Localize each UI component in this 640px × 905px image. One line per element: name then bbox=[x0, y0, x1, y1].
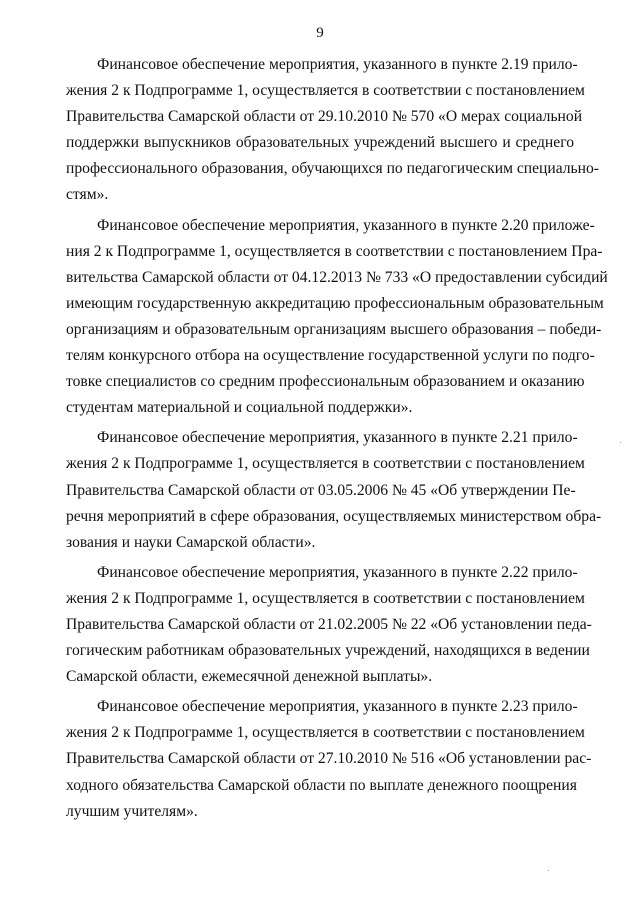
text-line: речня мероприятий в сфере образования, осуществляемых министерством обра- bbox=[66, 507, 602, 525]
text-line: профессионального образования, обучающихся по педагогическим специально- bbox=[66, 160, 599, 178]
paragraph-2-20 bbox=[66, 213, 608, 422]
scan-speck bbox=[620, 442, 621, 443]
text-line: Самарской области, ежемесячной денежной выплаты». bbox=[66, 668, 433, 686]
text-line: поддержки выпускников образовательных учреждений высшего и среднего bbox=[66, 134, 574, 152]
paragraph-2-21 bbox=[66, 425, 602, 555]
text-line: Правительства Самарской области от 03.05.2006 № 45 «Об утверждении Пе- bbox=[66, 481, 576, 499]
text-line: лучшим учителям». bbox=[66, 802, 198, 820]
text-line: ния 2 к Подпрограмме 1, осуществляется в соответствии с постановлением Пра- bbox=[66, 242, 603, 260]
text-line: вительства Самарской области от 04.12.2013 № 733 «О предоставлении субсидий bbox=[66, 268, 608, 286]
text-line: Финансовое обеспечение мероприятия, указанного в пункте 2.23 прило- bbox=[97, 698, 578, 716]
paragraph-2-23 bbox=[66, 694, 592, 824]
text-line: имеющим государственную аккредитацию профессиональным образовательным bbox=[66, 294, 604, 312]
text-line: организациям и образовательным организациям высшего образования – победи- bbox=[66, 320, 602, 338]
text-line: студентам материальной и социальной поддержки». bbox=[66, 399, 413, 417]
text-line: ходного обязательства Самарской области по выплате денежного поощрения bbox=[66, 776, 577, 794]
paragraph-2-22 bbox=[66, 560, 592, 690]
text-line: Правительства Самарской области от 29.10.2010 № 570 «О мерах социальной bbox=[66, 108, 583, 126]
text-line: жения 2 к Подпрограмме 1, осуществляется в соответствии с постановлением bbox=[66, 82, 585, 100]
text-line: Финансовое обеспечение мероприятия, указанного в пункте 2.20 приложе- bbox=[97, 216, 595, 234]
text-line: Правительства Самарской области от 27.10.2010 № 516 «Об установлении рас- bbox=[66, 750, 592, 768]
text-line: зования и науки Самарской области». bbox=[66, 533, 316, 551]
paragraph-2-19 bbox=[66, 52, 599, 209]
text-line: товке специалистов со средним профессиональным образованием и оказанию bbox=[66, 373, 585, 391]
text-line: стям». bbox=[66, 186, 109, 204]
text-line: телям конкурсного отбора на осуществление государственной услуги по подго- bbox=[66, 347, 595, 365]
text-line: жения 2 к Подпрограмме 1, осуществляется в соответствии с постановлением bbox=[66, 455, 585, 473]
text-line: гогическим работникам образовательных учреждений, находящихся в ведении bbox=[66, 642, 590, 660]
text-line: Финансовое обеспечение мероприятия, указанного в пункте 2.21 прило- bbox=[97, 429, 578, 447]
text-line: жения 2 к Подпрограмме 1, осуществляется в соответствии с постановлением bbox=[66, 724, 585, 742]
page-number: 9 bbox=[316, 25, 324, 41]
text-line: Финансовое обеспечение мероприятия, указанного в пункте 2.22 прило- bbox=[97, 563, 578, 581]
document-body bbox=[66, 52, 608, 829]
text-line: Правительства Самарской области от 21.02.2005 № 22 «Об установлении педа- bbox=[66, 615, 592, 633]
text-line: Финансовое обеспечение мероприятия, указанного в пункте 2.19 прило- bbox=[97, 56, 578, 73]
text-line: жения 2 к Подпрограмме 1, осуществляется в соответствии с постановлением bbox=[66, 589, 585, 607]
scan-speck bbox=[548, 870, 549, 871]
